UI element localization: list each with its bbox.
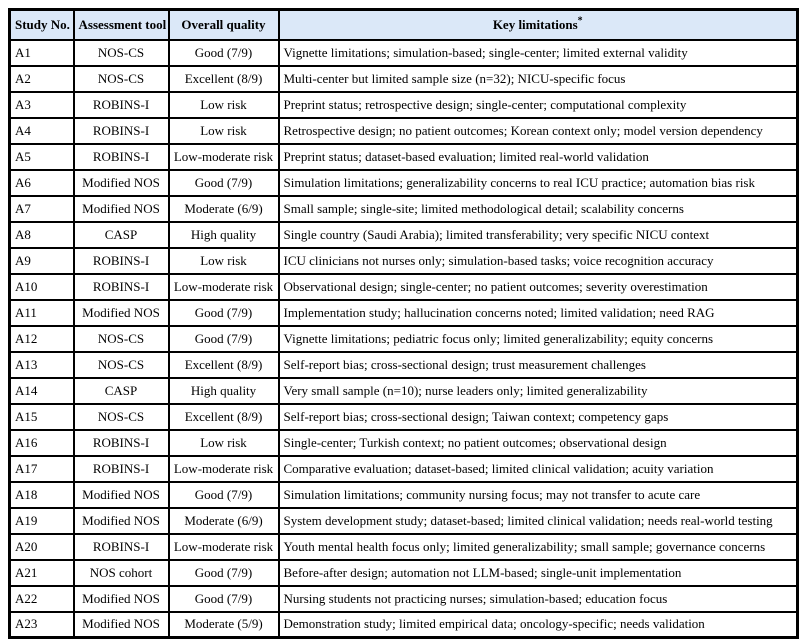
cell-assessment-tool: ROBINS-I bbox=[74, 430, 169, 456]
cell-study-no: A5 bbox=[10, 144, 74, 170]
cell-study-no: A1 bbox=[10, 40, 74, 66]
cell-study-no: A17 bbox=[10, 456, 74, 482]
table-row bbox=[10, 222, 798, 248]
table-row bbox=[10, 404, 798, 430]
cell-key-limitations: Simulation limitations; community nursing focus; may not transfer to acute care bbox=[279, 482, 798, 508]
cell-study-no: A14 bbox=[10, 378, 74, 404]
header-row bbox=[10, 10, 798, 40]
cell-assessment-tool: NOS-CS bbox=[74, 352, 169, 378]
table-row bbox=[10, 456, 798, 482]
table-row bbox=[10, 66, 798, 92]
cell-study-no: A23 bbox=[10, 612, 74, 638]
cell-assessment-tool: Modified NOS bbox=[74, 508, 169, 534]
cell-key-limitations: Small sample; single-site; limited methodological detail; scalability concerns bbox=[279, 196, 798, 222]
cell-assessment-tool: NOS cohort bbox=[74, 560, 169, 586]
table-row bbox=[10, 196, 798, 222]
table-row bbox=[10, 560, 798, 586]
table-row bbox=[10, 352, 798, 378]
cell-overall-quality: Good (7/9) bbox=[169, 40, 279, 66]
cell-overall-quality: Excellent (8/9) bbox=[169, 404, 279, 430]
cell-overall-quality: Low-moderate risk bbox=[169, 534, 279, 560]
table-row bbox=[10, 118, 798, 144]
cell-key-limitations: Single country (Saudi Arabia); limited transferability; very specific NICU context bbox=[279, 222, 798, 248]
cell-assessment-tool: Modified NOS bbox=[74, 482, 169, 508]
cell-study-no: A2 bbox=[10, 66, 74, 92]
table-row bbox=[10, 378, 798, 404]
table-row bbox=[10, 508, 798, 534]
cell-assessment-tool: CASP bbox=[74, 222, 169, 248]
cell-overall-quality: Low risk bbox=[169, 248, 279, 274]
cell-key-limitations: ICU clinicians not nurses only; simulation-based tasks; voice recognition accuracy bbox=[279, 248, 798, 274]
cell-overall-quality: High quality bbox=[169, 378, 279, 404]
cell-study-no: A10 bbox=[10, 274, 74, 300]
cell-study-no: A20 bbox=[10, 534, 74, 560]
header-overall-quality: Overall quality bbox=[169, 10, 279, 40]
table-row bbox=[10, 248, 798, 274]
cell-study-no: A8 bbox=[10, 222, 74, 248]
cell-overall-quality: Low-moderate risk bbox=[169, 144, 279, 170]
cell-overall-quality: Good (7/9) bbox=[169, 482, 279, 508]
cell-study-no: A21 bbox=[10, 560, 74, 586]
cell-key-limitations: Preprint status; dataset-based evaluation; limited real-world validation bbox=[279, 144, 798, 170]
cell-key-limitations: Vignette limitations; simulation-based; single-center; limited external validity bbox=[279, 40, 798, 66]
cell-overall-quality: Good (7/9) bbox=[169, 326, 279, 352]
cell-key-limitations: System development study; dataset-based; limited clinical validation; needs real-world testing bbox=[279, 508, 798, 534]
cell-key-limitations: Retrospective design; no patient outcomes; Korean context only; model version dependency bbox=[279, 118, 798, 144]
cell-key-limitations: Multi-center but limited sample size (n=32); NICU-specific focus bbox=[279, 66, 798, 92]
cell-key-limitations: Observational design; single-center; no patient outcomes; severity overestimation bbox=[279, 274, 798, 300]
cell-key-limitations: Before-after design; automation not LLM-based; single-unit implementation bbox=[279, 560, 798, 586]
cell-key-limitations: Youth mental health focus only; limited generalizability; small sample; governance concerns bbox=[279, 534, 798, 560]
cell-study-no: A13 bbox=[10, 352, 74, 378]
table-row bbox=[10, 144, 798, 170]
cell-assessment-tool: NOS-CS bbox=[74, 40, 169, 66]
table-row bbox=[10, 586, 798, 612]
cell-study-no: A9 bbox=[10, 248, 74, 274]
cell-assessment-tool: Modified NOS bbox=[74, 196, 169, 222]
header-study-no: Study No. bbox=[10, 10, 74, 40]
cell-overall-quality: Low-moderate risk bbox=[169, 274, 279, 300]
cell-overall-quality: Good (7/9) bbox=[169, 300, 279, 326]
cell-overall-quality: High quality bbox=[169, 222, 279, 248]
cell-assessment-tool: Modified NOS bbox=[74, 612, 169, 638]
cell-study-no: A4 bbox=[10, 118, 74, 144]
table-header bbox=[10, 10, 798, 40]
header-key-limitations-asterisk: * bbox=[577, 15, 583, 27]
quality-assessment-table bbox=[8, 8, 799, 639]
cell-assessment-tool: ROBINS-I bbox=[74, 144, 169, 170]
cell-assessment-tool: NOS-CS bbox=[74, 66, 169, 92]
cell-key-limitations: Simulation limitations; generalizability concerns to real ICU practice; automation bias risk bbox=[279, 170, 798, 196]
table-row bbox=[10, 612, 798, 638]
cell-overall-quality: Low risk bbox=[169, 92, 279, 118]
table-row bbox=[10, 40, 798, 66]
cell-overall-quality: Moderate (6/9) bbox=[169, 508, 279, 534]
cell-overall-quality: Moderate (6/9) bbox=[169, 196, 279, 222]
cell-assessment-tool: ROBINS-I bbox=[74, 274, 169, 300]
table-body bbox=[10, 40, 798, 638]
cell-study-no: A3 bbox=[10, 92, 74, 118]
table-row bbox=[10, 326, 798, 352]
table-row bbox=[10, 300, 798, 326]
cell-key-limitations: Vignette limitations; pediatric focus only; limited generalizability; equity concerns bbox=[279, 326, 798, 352]
cell-overall-quality: Low risk bbox=[169, 118, 279, 144]
header-key-limitations-text: Key limitations bbox=[492, 16, 578, 32]
cell-assessment-tool: Modified NOS bbox=[74, 300, 169, 326]
cell-study-no: A12 bbox=[10, 326, 74, 352]
cell-key-limitations: Single-center; Turkish context; no patient outcomes; observational design bbox=[279, 430, 798, 456]
cell-key-limitations: Implementation study; hallucination concerns noted; limited validation; need RAG bbox=[279, 300, 798, 326]
cell-overall-quality: Good (7/9) bbox=[169, 560, 279, 586]
table-row bbox=[10, 274, 798, 300]
cell-assessment-tool: CASP bbox=[74, 378, 169, 404]
cell-key-limitations: Preprint status; retrospective design; single-center; computational complexity bbox=[279, 92, 798, 118]
table-row bbox=[10, 92, 798, 118]
table-row bbox=[10, 170, 798, 196]
table-row bbox=[10, 482, 798, 508]
cell-study-no: A11 bbox=[10, 300, 74, 326]
table-row bbox=[10, 430, 798, 456]
cell-assessment-tool: ROBINS-I bbox=[74, 248, 169, 274]
cell-study-no: A6 bbox=[10, 170, 74, 196]
cell-study-no: A15 bbox=[10, 404, 74, 430]
cell-key-limitations: Comparative evaluation; dataset-based; limited clinical validation; acuity variation bbox=[279, 456, 798, 482]
cell-overall-quality: Good (7/9) bbox=[169, 170, 279, 196]
cell-assessment-tool: NOS-CS bbox=[74, 326, 169, 352]
cell-overall-quality: Good (7/9) bbox=[169, 586, 279, 612]
cell-overall-quality: Low-moderate risk bbox=[169, 456, 279, 482]
cell-key-limitations: Nursing students not practicing nurses; simulation-based; education focus bbox=[279, 586, 798, 612]
cell-study-no: A22 bbox=[10, 586, 74, 612]
cell-overall-quality: Excellent (8/9) bbox=[169, 66, 279, 92]
cell-study-no: A18 bbox=[10, 482, 74, 508]
cell-assessment-tool: ROBINS-I bbox=[74, 118, 169, 144]
cell-overall-quality: Excellent (8/9) bbox=[169, 352, 279, 378]
cell-assessment-tool: NOS-CS bbox=[74, 404, 169, 430]
header-assessment-tool: Assessment tool bbox=[74, 10, 169, 40]
table-row bbox=[10, 534, 798, 560]
cell-key-limitations: Very small sample (n=10); nurse leaders only; limited generalizability bbox=[279, 378, 798, 404]
cell-key-limitations: Self-report bias; cross-sectional design; trust measurement challenges bbox=[279, 352, 798, 378]
cell-overall-quality: Moderate (5/9) bbox=[169, 612, 279, 638]
cell-key-limitations: Demonstration study; limited empirical data; oncology-specific; needs validation bbox=[279, 612, 798, 638]
cell-study-no: A7 bbox=[10, 196, 74, 222]
cell-overall-quality: Low risk bbox=[169, 430, 279, 456]
cell-assessment-tool: ROBINS-I bbox=[74, 456, 169, 482]
cell-assessment-tool: ROBINS-I bbox=[74, 534, 169, 560]
header-key-limitations bbox=[279, 10, 798, 40]
cell-study-no: A16 bbox=[10, 430, 74, 456]
cell-assessment-tool: Modified NOS bbox=[74, 586, 169, 612]
cell-assessment-tool: Modified NOS bbox=[74, 170, 169, 196]
cell-assessment-tool: ROBINS-I bbox=[74, 92, 169, 118]
cell-key-limitations: Self-report bias; cross-sectional design; Taiwan context; competency gaps bbox=[279, 404, 798, 430]
cell-study-no: A19 bbox=[10, 508, 74, 534]
